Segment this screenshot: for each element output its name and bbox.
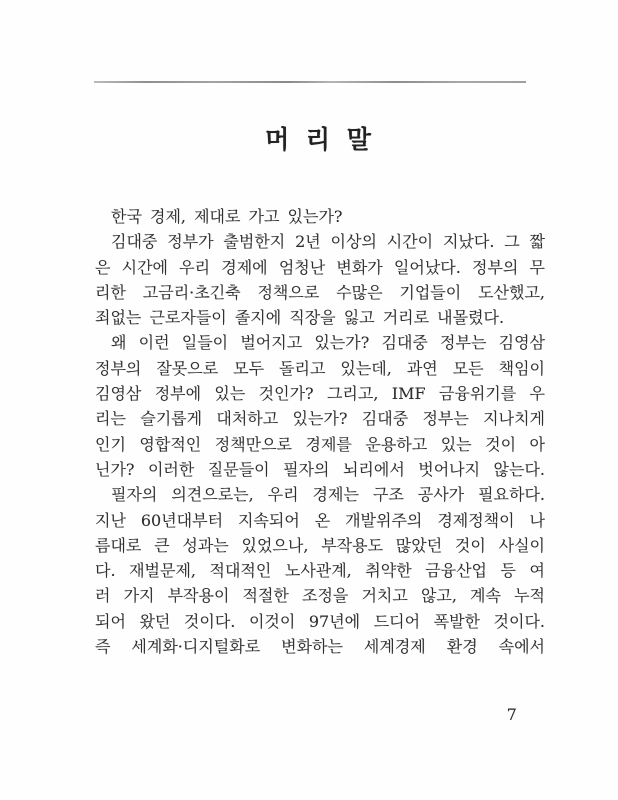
text-line: 김영삼 정부에 있는 것인가? 그리고, IMF 금융위기를 우 (95, 384, 545, 404)
text-line: 즉 세계화·디지털화로 변화하는 세계경제 환경 속에서 (95, 637, 545, 657)
text-line: 지난 60년대부터 지속되어 온 개발위주의 경제정책이 나 (95, 510, 545, 530)
text-line: 리한 고금리·초긴축 정책으로 수많은 기업들이 도산했고, (95, 282, 545, 302)
body-text (95, 204, 545, 659)
text-line: 되어 왔던 것이다. 이것이 97년에 드디어 폭발한 것이다. (95, 611, 545, 631)
text-line: 다. 재벌문제, 적대적인 노사관계, 취약한 금융산업 등 여 (95, 561, 545, 581)
text-line: 러 가지 부작용이 적절한 조정을 거치고 않고, 계속 누적 (95, 586, 545, 606)
text-line: 리는 슬기롭게 대처하고 있는가? 김대중 정부는 지나치게 (95, 409, 545, 429)
page-number: 7 (506, 705, 518, 724)
header-rule (94, 81, 526, 83)
text-line: 왜 이런 일들이 벌어지고 있는가? 김대중 정부는 김영삼 (111, 333, 545, 353)
text-line: 한국 경제, 제대로 가고 있는가? (111, 207, 343, 226)
page-title: 머 리 말 (265, 125, 375, 154)
text-line: 필자의 의견으로는, 우리 경제는 구조 공사가 필요하다. (111, 485, 545, 505)
text-line: 은 시간에 우리 경제에 엄청난 변화가 일어났다. 정부의 무 (95, 257, 545, 277)
text-line: 죄없는 근로자들이 졸지에 직장을 잃고 거리로 내몰렸다. (95, 308, 505, 328)
text-line: 인기 영합적인 정책만으로 경제를 운용하고 있는 것이 아 (95, 434, 545, 454)
text-line: 름대로 큰 성과는 있었으나, 부작용도 많았던 것이 사실이 (95, 535, 545, 555)
text-line: 정부의 잘못으로 모두 돌리고 있는데, 과연 모든 책임이 (95, 358, 545, 378)
text-line: 닌가? 이러한 질문들이 필자의 뇌리에서 벗어나지 않는다. (95, 459, 545, 479)
text-line: 김대중 정부가 출범한지 2년 이상의 시간이 지났다. 그 짧 (111, 232, 545, 252)
